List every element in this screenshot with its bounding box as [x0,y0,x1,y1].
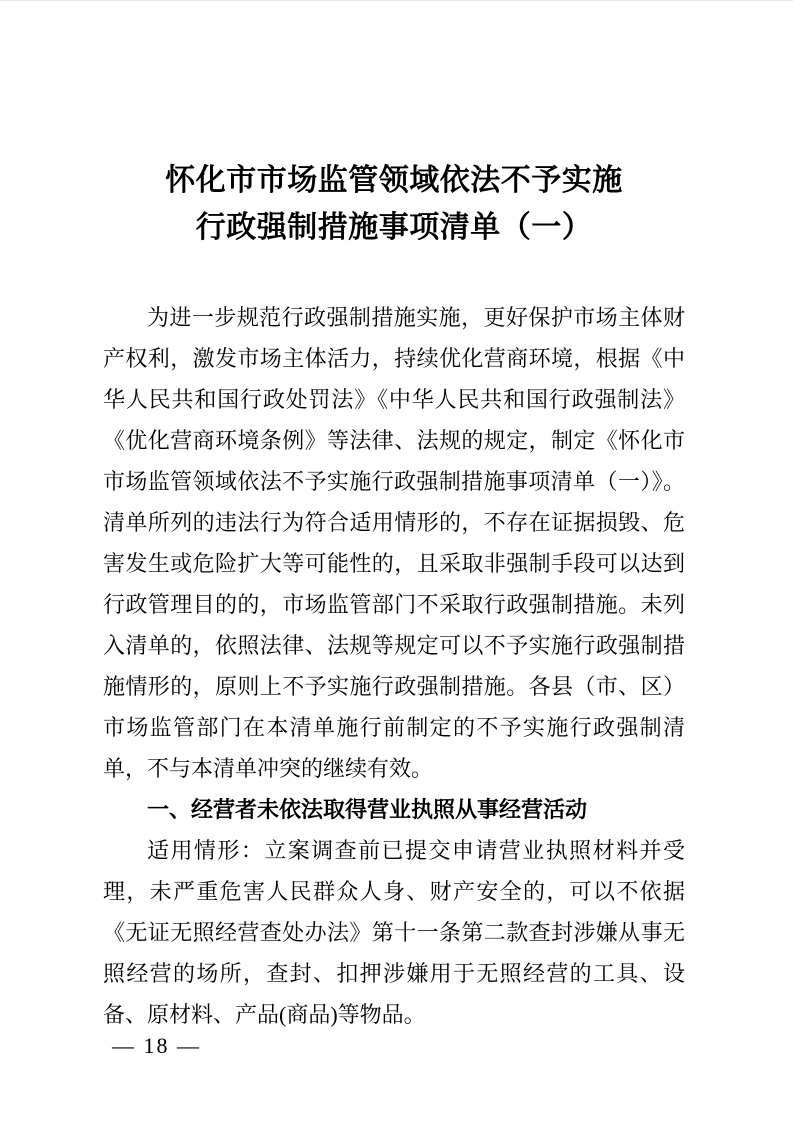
document-content [103,1,685,1035]
intro-paragraph: 为进一步规范行政强制措施实施，更好保护市场主体财产权利，激发市场主体活力，持续优化营商环境，根据《中华人民共和国行政处罚法》《中华人民共和国行政强制法》《优化营商环境条例》等法律、法规的规定，制定《怀化市市场监管领域依法不予实施行政强制措施事项清单（一）》。清单所列的违法行为符合适用情形的，不存在证据损毁、危害发生或危险扩大等可能性的，且采取非强制手段可以达到行政管理目的的，市场监管部门不采取行政强制措施。未列入清单的，依照法律、法规等规定可以不予实施行政强制措施情形的，原则上不予实施行政强制措施。各县（市、区）市场监管部门在本清单施行前制定的不予实施行政强制清单，不与本清单冲突的继续有效。 [103,305,685,781]
section-1-body-paragraph: 适用情形：立案调查前已提交申请营业执照材料并受理，未严重危害人民群众人身、财产安全的，可以不依据《无证无照经营查处办法》第十一条第二款查封涉嫌从事无照经营的场所，查封、扣押涉嫌用于无照经营的工具、设备、原材料、产品(商品)等物品。 [103,838,685,1027]
document-title [103,157,685,251]
document-title-line-1: 怀化市市场监管领域依法不予实施 [165,164,623,197]
document-title-line-2: 行政强制措施事项清单（一） [195,211,593,244]
section-heading-1: 一、经营者未依法取得营业执照从事经营活动 [147,797,588,822]
page-number: — 18 — [112,1033,201,1058]
